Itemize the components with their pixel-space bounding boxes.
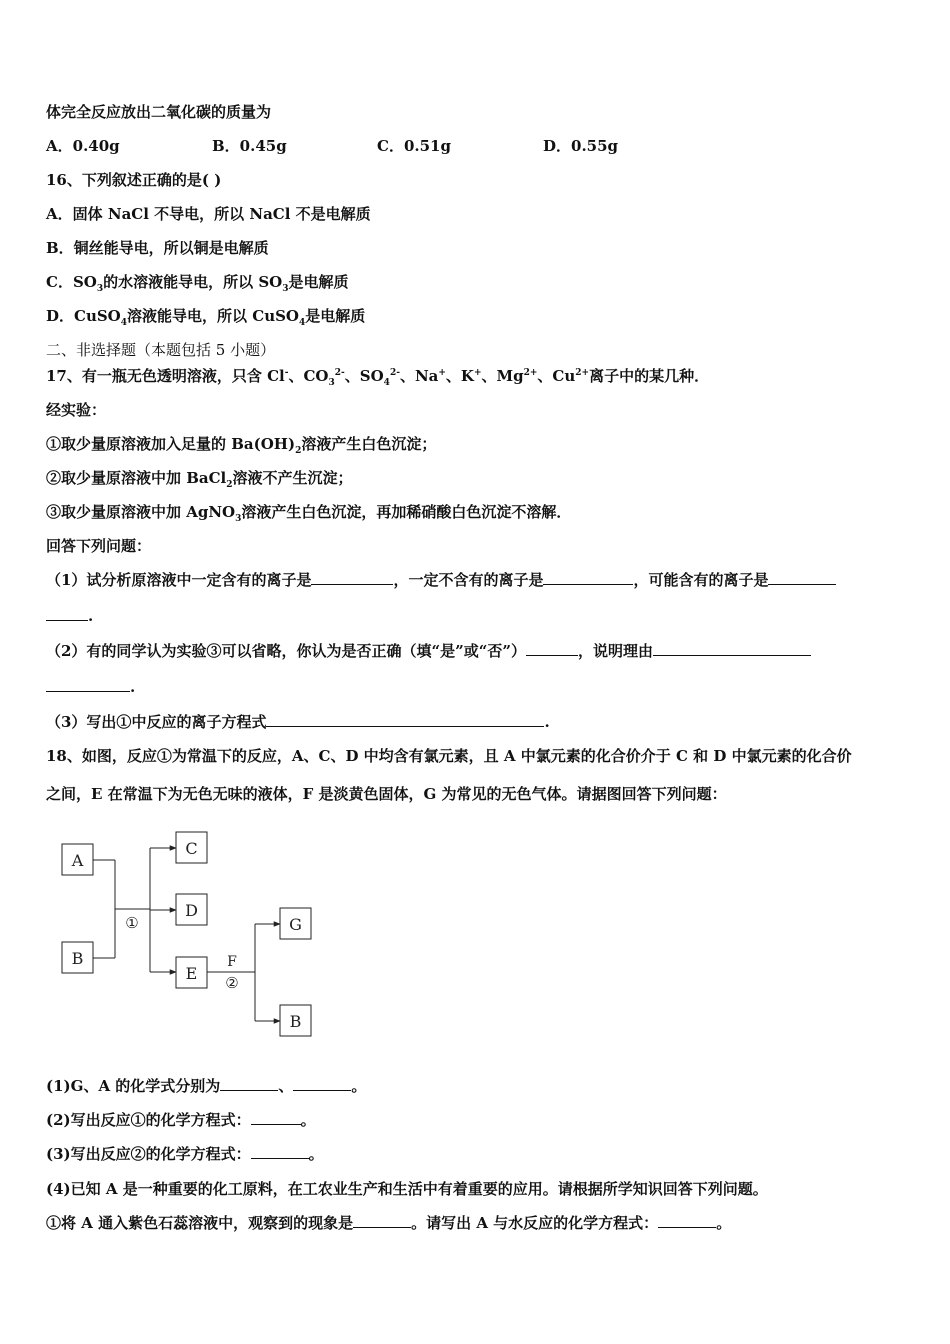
- q16-option-a: [46, 204, 371, 224]
- q15-option-b: B．0.45g: [212, 137, 287, 155]
- q15-option-c: C．0.51g: [377, 137, 451, 155]
- q18-s3-end: 。: [308, 1145, 324, 1163]
- q18-sub3: [46, 1144, 324, 1164]
- q16d-sub2: 4: [299, 318, 306, 328]
- q17-exp-title: [46, 400, 106, 420]
- q18-s5-blank1[interactable]: [353, 1213, 411, 1228]
- q16d-post: 是电解质: [305, 307, 366, 325]
- q17-stem: [46, 366, 709, 386]
- q17-exp1: [46, 434, 436, 454]
- q17-p2-blank1[interactable]: [526, 641, 578, 656]
- q18-s2-blank[interactable]: [251, 1110, 301, 1125]
- section-2-heading: [46, 340, 275, 360]
- q17-exp2-pre: ②取少量原溶液中加 BaCl: [46, 469, 227, 487]
- q17-ion-co: 、CO: [288, 367, 329, 385]
- q18-stem-line1: [46, 746, 852, 766]
- q15-tail-text: 体完全反应放出二氧化碳的质量为: [46, 103, 272, 121]
- q17-p3-end: .: [544, 713, 550, 731]
- q17-exp3: [46, 502, 571, 522]
- reagent-f-label: F: [227, 954, 237, 970]
- q17-p1-b: ，一定不含有的离子是: [393, 571, 544, 589]
- q18-s1-blank1[interactable]: [220, 1076, 278, 1091]
- q16-option-b-text: B．铜丝能导电，所以铜是电解质: [46, 239, 269, 257]
- q17-p2-a: （2）有的同学认为实验③可以省略，你认为是否正确（填“是”或“否”）: [46, 642, 526, 660]
- q17-sup-so: 2-: [389, 368, 400, 378]
- q18-s5-b: 。请写出 A 与水反应的化学方程式：: [411, 1214, 659, 1232]
- q17-part2-cont: [46, 677, 135, 697]
- box-b2-label: B: [289, 1012, 302, 1031]
- q17-ion-na: 、Na: [399, 367, 439, 385]
- reaction-1-label: ①: [125, 914, 139, 932]
- q18-sub4: [46, 1179, 768, 1199]
- q16-stem-text: 16、下列叙述正确的是( ): [46, 171, 222, 189]
- q17-sup-co: 2-: [334, 368, 345, 378]
- q17-sup-cu: 2+: [575, 368, 590, 378]
- section-2-text: 二、非选择题（本题包括 5 小题）: [46, 341, 276, 359]
- box-a-label: A: [71, 851, 84, 870]
- q16d-sub1: 4: [120, 318, 128, 328]
- q18-stem1-text: 18、如图，反应①为常温下的反应，A、C、D 中均含有氯元素，且 A 中氯元素的化合价介于 C 和 D 中氯元素的化合价: [46, 747, 852, 765]
- q16-option-b: [46, 238, 269, 258]
- q16d-pre: D．CuSO: [46, 307, 121, 325]
- q18-s2-a: (2)写出反应①的化学方程式：: [46, 1111, 251, 1129]
- q17-answer-title-text: 回答下列问题：: [46, 537, 152, 555]
- box-c-label: C: [185, 839, 198, 858]
- q17-exp1-pre: ①取少量原溶液加入足量的 Ba(OH): [46, 435, 296, 453]
- q18-s5-a: ①将 A 通入紫色石蕊溶液中，观察到的现象是: [46, 1214, 354, 1232]
- box-b-label: B: [71, 949, 84, 968]
- q17-p1-c: ，可能含有的离子是: [633, 571, 769, 589]
- q18-sub1: [46, 1076, 366, 1096]
- q17-answer-title: [46, 536, 151, 556]
- q17-part1: [46, 570, 836, 590]
- q16-option-c: [46, 272, 349, 292]
- q16c-sub1: 3: [96, 284, 104, 294]
- q18-s4-text: (4)已知 A 是一种重要的化工原料，在工农业生产和生活中有着重要的应用。请根据所学知识回答下列问题。: [46, 1180, 768, 1198]
- q17-p1-blank3[interactable]: [768, 570, 836, 585]
- q15-option-d: D．0.55g: [543, 137, 619, 155]
- q17-exp-title-text: 经实验：: [46, 401, 107, 419]
- q16-stem: [46, 170, 221, 190]
- q18-stem-line2: [46, 784, 727, 804]
- q17-ion-k: 、K: [445, 367, 474, 385]
- q16c-sub2: 3: [282, 284, 289, 294]
- q17-stem-pre: 17、有一瓶无色透明溶液，只含 Cl: [46, 367, 285, 385]
- q18-stem2-text: 之间，E 在常温下为无色无味的液体，F 是淡黄色固体，G 为常见的无色气体。请据图回答下列问题：: [46, 785, 727, 803]
- q16c-post: 是电解质: [288, 273, 349, 291]
- q17-exp3-sub: 3: [235, 514, 242, 524]
- q17-p1-end: .: [88, 607, 94, 625]
- q17-p3-a: （3）写出①中反应的离子方程式: [46, 713, 267, 731]
- q18-s1-a: (1)G、A 的化学式分别为: [46, 1077, 221, 1095]
- q17-exp2-sub: 2: [226, 480, 233, 490]
- q17-p1-blank2[interactable]: [543, 570, 633, 585]
- q16d-mid: 溶液能导电，所以 CuSO: [127, 307, 299, 325]
- q15-option-a: A．0.40g: [46, 137, 120, 155]
- q17-sup-cl: -: [284, 368, 289, 378]
- q16c-pre: C．SO: [46, 273, 97, 291]
- q17-p2-b: ，说明理由: [577, 642, 653, 660]
- q17-p1-a: （1）试分析原溶液中一定含有的离子是: [46, 571, 312, 589]
- q18-s2-end: 。: [300, 1111, 316, 1129]
- q17-p2-blank2-cont[interactable]: [46, 677, 130, 692]
- q17-ion-mg: 、Mg: [481, 367, 524, 385]
- q17-sub-so: 4: [383, 378, 390, 388]
- q17-exp3-pre: ③取少量原溶液中加 AgNO: [46, 503, 236, 521]
- q18-s1-b: 、: [278, 1077, 294, 1095]
- q17-part2: [46, 641, 811, 661]
- q16-option-d: [46, 306, 365, 326]
- q17-part1-cont: [46, 606, 93, 626]
- q18-s5-end: 。: [716, 1214, 732, 1232]
- reaction-2-label: ②: [225, 974, 239, 992]
- box-d-label: D: [185, 901, 198, 920]
- q18-sub5: [46, 1213, 731, 1233]
- q17-sup-na: +: [438, 368, 446, 378]
- q17-p2-end: .: [130, 678, 136, 696]
- q18-s1-blank2[interactable]: [293, 1076, 351, 1091]
- q16-option-a-text: A．固体 NaCl 不导电，所以 NaCl 不是电解质: [46, 205, 371, 223]
- reaction-diagram: [50, 830, 350, 1040]
- q17-exp1-post: 溶液产生白色沉淀；: [301, 435, 437, 453]
- q17-exp1-sub: 2: [295, 446, 302, 456]
- q17-ion-cu: 、Cu: [537, 367, 576, 385]
- q15-tail: [46, 102, 271, 122]
- q18-s3-a: (3)写出反应②的化学方程式：: [46, 1145, 251, 1163]
- q17-sup-mg: 2+: [523, 368, 538, 378]
- q17-exp2-post: 溶液不产生沉淀；: [232, 469, 353, 487]
- q17-p2-blank2[interactable]: [653, 641, 811, 656]
- q17-stem-post: 离子中的某几种．: [589, 367, 710, 385]
- q17-p3-blank[interactable]: [266, 712, 544, 727]
- q17-part3: [46, 712, 550, 732]
- q17-exp2: [46, 468, 353, 488]
- q18-s3-blank[interactable]: [251, 1144, 309, 1159]
- q17-ion-so: 、SO: [344, 367, 384, 385]
- q17-p1-blank3-cont[interactable]: [46, 606, 88, 621]
- q18-s1-end: 。: [351, 1077, 367, 1095]
- q17-sup-k: +: [473, 368, 482, 378]
- q17-exp3-post: 溶液产生白色沉淀，再加稀硝酸白色沉淀不溶解．: [241, 503, 572, 521]
- q18-sub2: [46, 1110, 316, 1130]
- q16c-mid: 的水溶液能导电，所以 SO: [103, 273, 283, 291]
- q17-p1-blank1[interactable]: [311, 570, 393, 585]
- q17-sub-co: 3: [328, 378, 335, 388]
- q18-s5-blank2[interactable]: [658, 1213, 716, 1228]
- box-g-label: G: [289, 915, 302, 934]
- box-e-label: E: [185, 964, 198, 983]
